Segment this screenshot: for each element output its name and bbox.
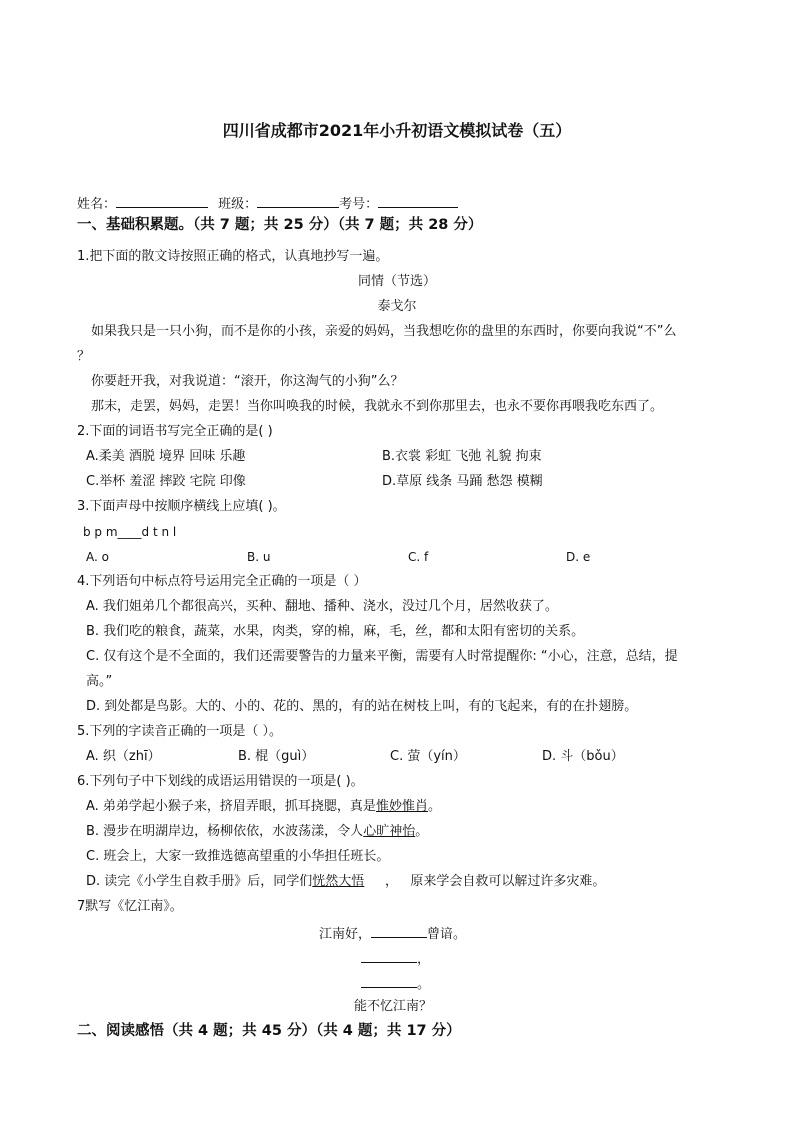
question-5-option-d[interactable]: D. 斗（bǒu）	[542, 749, 624, 764]
question-4-option-c[interactable]: C. 仅有这个是不全面的，我们还需要警告的力量来平衡，需要有人时常提醒你: “小心，注意，总结，提	[86, 649, 678, 664]
section-2-heading: 二、阅读感悟（共 4 题；共 45 分）（共 4 题；共 17 分）	[77, 1023, 461, 1039]
question-4-option-b[interactable]: B. 我们吃的粮食，蔬菜，水果，肉类，穿的棉，麻，毛，丝，都和太阳有密切的关系。	[86, 624, 585, 639]
question-7-stem: 7默写《忆江南》。	[77, 899, 183, 914]
fill-blank-1[interactable]	[371, 923, 427, 938]
option-a-end: 。	[427, 799, 441, 814]
option-b-text: B. 漫步在明湖岸边，杨柳依依，水波荡漾，令人	[86, 824, 364, 839]
option-d-end: ， 原来学会自救可以解过许多灾难。	[364, 874, 606, 889]
poem-line-2: 你要赶开我，对我说道：“滚开，你这淘气的小狗”么？	[91, 374, 404, 389]
question-4-stem: 4.下列语句中标点符号运用完全正确的一项是（ ）	[77, 574, 367, 589]
poem-line-3: 那末，走罢，妈妈，走罢！当你叫唤我的时候，我就永不到你那里去，也永不要你再喂我吃东西了。	[91, 399, 664, 414]
question-2-stem: 2.下面的词语书写完全正确的是( )	[77, 424, 273, 439]
name-blank[interactable]	[116, 193, 208, 208]
question-4-option-d[interactable]: D. 到处都是鸟影。大的、小的、花的、黑的，有的站在树枝上叫，有的飞起来，有的在扑翅膀。	[86, 699, 638, 714]
fill-line-2-suffix: ，	[417, 952, 431, 967]
question-3-option-c[interactable]: C. f	[408, 550, 429, 564]
poem-fill-line-2	[361, 948, 430, 969]
question-5-option-b[interactable]: B. 棍（guì）	[238, 749, 315, 764]
question-6-option-c[interactable]: C. 班会上，大家一致推选德高望重的小华担任班长。	[86, 849, 390, 864]
name-label: 姓名：	[77, 197, 117, 212]
question-3-option-a[interactable]: A. o	[86, 550, 109, 564]
class-label: 班级：	[218, 197, 258, 212]
question-5-option-c[interactable]: C. 萤（yín）	[390, 749, 466, 764]
question-5-option-a[interactable]: A. 织（zhī）	[86, 749, 161, 764]
question-2-option-b[interactable]: B.衣裳 彩虹 飞弛 礼貌 拘束	[382, 449, 542, 464]
question-5-stem: 5.下列的字读音正确的一项是（ ）。	[77, 724, 283, 739]
page-title: 四川省成都市2021年小升初语文模拟试卷（五）	[222, 121, 572, 140]
poem-fill-line-4: 能不忆江南？	[354, 999, 433, 1014]
underlined-idiom: 心旷神怡	[363, 824, 416, 839]
fill-blank-2[interactable]	[361, 948, 417, 963]
poem-fill-line-1	[319, 923, 466, 944]
poem-line-1: 如果我只是一只小狗，而不是你的小孩，亲爱的妈妈，当我想吃你的盘里的东西时，你要向我说“不”么	[91, 324, 677, 339]
question-3-option-b[interactable]: B. u	[247, 550, 271, 564]
underlined-idiom: 惟妙惟肖	[375, 799, 428, 814]
exam-no-blank[interactable]	[378, 193, 458, 208]
option-b-end: 。	[415, 824, 429, 839]
question-6-option-b[interactable]	[86, 823, 428, 841]
question-3-sequence: b p m____d t n l	[83, 525, 177, 539]
question-6-option-d[interactable]	[86, 873, 605, 891]
poem-fill-line-3	[361, 973, 430, 994]
exam-no-label: 考号：	[339, 197, 379, 212]
option-a-text: A. 弟弟学起小猴子来，挤眉弄眼，抓耳挠腮，真是	[86, 799, 376, 814]
fill-line-3-suffix: 。	[417, 977, 431, 992]
fill-blank-3[interactable]	[361, 973, 417, 988]
section-1-heading: 一、基础积累题。（共 7 题；共 25 分）（共 7 题；共 28 分）	[77, 217, 483, 233]
question-3-option-d[interactable]: D. e	[566, 550, 591, 564]
question-4-option-a[interactable]: A. 我们姐弟几个都很高兴，买种、翻地、播种、浇水，没过几个月，居然收获了。	[86, 599, 558, 614]
question-3-stem: 3.下面声母中按顺序横线上应填( )。	[77, 499, 286, 514]
question-2-option-d[interactable]: D.草原 线条 马踊 愁怨 模糊	[382, 474, 543, 489]
option-d-text: D. 读完《小学生自救手册》后，同学们	[86, 874, 313, 889]
question-6-stem: 6.下列句子中下划线的成语运用错误的一项是( )。	[77, 774, 364, 789]
question-4-option-c-wrap: 高。”	[86, 674, 113, 689]
class-blank[interactable]	[257, 193, 339, 208]
poem-line-1-wrap: ？	[77, 349, 91, 364]
student-info-line	[77, 193, 458, 214]
fill-line-1-suffix: 曾谙。	[427, 927, 467, 942]
question-6-option-a[interactable]	[86, 798, 441, 816]
question-2-option-a[interactable]: A.柔美 酒脱 境界 回味 乐趣	[86, 449, 246, 464]
question-1-stem: 1.把下面的散文诗按照正确的格式，认真地抄写一遍。	[77, 249, 389, 264]
question-2-option-c[interactable]: C.举杯 羞涩 摔跤 宅院 印像	[86, 474, 246, 489]
fill-line-1-prefix: 江南好，	[319, 927, 372, 942]
underlined-idiom: 恍然大悟	[312, 874, 365, 889]
poem-title: 同情（节选）	[357, 274, 436, 289]
poem-author: 泰戈尔	[377, 299, 417, 314]
